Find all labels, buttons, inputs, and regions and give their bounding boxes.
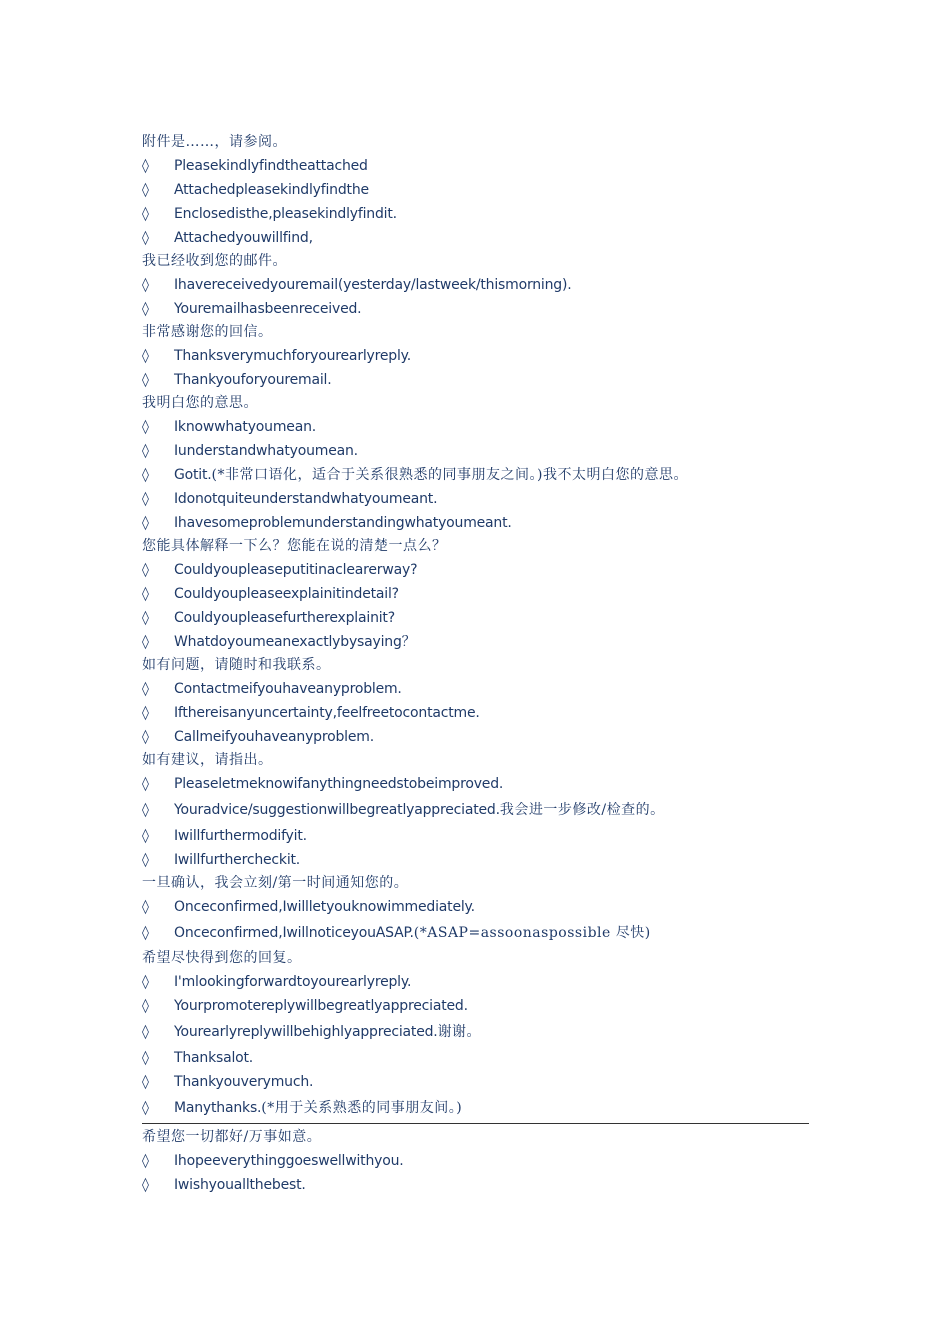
- list-item: [142, 415, 812, 439]
- phrase-text: Thanksverymuchforyourearlyreply.: [174, 348, 412, 364]
- list-item: [142, 487, 812, 511]
- section-heading: 附件是……，请参阅。: [142, 134, 287, 150]
- list-item: [142, 701, 812, 725]
- list-item: [142, 1070, 812, 1094]
- phrase-text: Thanksalot.: [174, 1050, 254, 1066]
- diamond-bullet-icon: ◊: [142, 1050, 149, 1066]
- phrase-text: Ifthereisanyuncertainty,feelfreetocontactme.: [174, 705, 480, 721]
- section-heading: 我明白您的意思。: [142, 395, 258, 411]
- horizontal-rule: [142, 1123, 809, 1124]
- phrase-note: (*ASAP=assoonaspossible 尽快): [413, 925, 651, 941]
- list-item: [142, 824, 812, 848]
- phrase-text: Couldyoupleaseputitinaclearerway?: [174, 562, 418, 578]
- diamond-bullet-icon: ◊: [142, 729, 149, 745]
- phrase-text: Thankyouforyouremail.: [174, 372, 332, 388]
- phrase-text: Youremailhasbeenreceived.: [174, 301, 362, 317]
- list-item: [142, 273, 812, 297]
- list-item: [142, 582, 812, 606]
- section-heading: 一旦确认，我会立刻/第一时间通知您的。: [142, 875, 409, 891]
- diamond-bullet-icon: ◊: [142, 348, 149, 364]
- phrase-text: Ihavesomeproblemunderstandingwhatyoumeant.: [174, 515, 512, 531]
- section-heading: 非常感谢您的回信。: [142, 324, 273, 340]
- diamond-bullet-icon: ◊: [142, 158, 149, 174]
- diamond-bullet-icon: ◊: [142, 681, 149, 697]
- list-item: [142, 848, 812, 872]
- diamond-bullet-icon: ◊: [142, 852, 149, 868]
- list-item: [142, 994, 812, 1018]
- diamond-bullet-icon: ◊: [142, 925, 149, 941]
- list-item: [142, 368, 812, 392]
- phrase-text: Whatdoyoumeanexactlybysaying？: [174, 634, 416, 650]
- diamond-bullet-icon: ◊: [142, 277, 149, 293]
- phrase-text: Enclosedisthe,pleasekindlyfindit.: [174, 206, 397, 222]
- phrase-note: 我会进一步修改/检查的。: [499, 802, 665, 818]
- list-item: [142, 297, 812, 321]
- list-item: [142, 919, 812, 947]
- list-item: [142, 1018, 812, 1046]
- diamond-bullet-icon: ◊: [142, 230, 149, 246]
- diamond-bullet-icon: ◊: [142, 562, 149, 578]
- list-item: [142, 606, 812, 630]
- list-item: [142, 202, 812, 226]
- diamond-bullet-icon: ◊: [142, 899, 149, 915]
- phrase-text: Iunderstandwhatyoumean.: [174, 443, 358, 459]
- phrase-note: 谢谢。: [437, 1024, 482, 1040]
- diamond-bullet-icon: ◊: [142, 828, 149, 844]
- phrase-text: Iwishyouallthebest.: [174, 1177, 306, 1193]
- phrase-text: I'mlookingforwardtoyourearlyreply.: [174, 974, 412, 990]
- phrase-text: Callmeifyouhaveanyproblem.: [174, 729, 374, 745]
- phrase-text: Ihopeeverythinggoeswellwithyou.: [174, 1153, 404, 1169]
- list-item: [142, 1046, 812, 1070]
- list-item: [142, 1173, 812, 1197]
- phrase-text: Couldyoupleaseexplainitindetail?: [174, 586, 399, 602]
- list-item: [142, 511, 812, 535]
- phrase-text: Onceconfirmed,Iwillletyouknowimmediately.: [174, 899, 475, 915]
- list-item: [142, 630, 812, 654]
- document-content: [142, 131, 812, 1197]
- section-heading: 如有建议，请指出。: [142, 752, 273, 768]
- phrase-text: Contactmeifyouhaveanyproblem.: [174, 681, 402, 697]
- phrase-text: Iwillfurthercheckit.: [174, 852, 301, 868]
- section-heading: 您能具体解释一下么？您能在说的清楚一点么？: [142, 538, 447, 554]
- diamond-bullet-icon: ◊: [142, 1177, 149, 1193]
- section-heading: 我已经收到您的邮件。: [142, 253, 287, 269]
- diamond-bullet-icon: ◊: [142, 974, 149, 990]
- diamond-bullet-icon: ◊: [142, 586, 149, 602]
- phrase-text: Manythanks.: [174, 1100, 262, 1116]
- list-item: [142, 1149, 812, 1173]
- phrase-text: Thankyouverymuch.: [174, 1074, 314, 1090]
- list-item: [142, 439, 812, 463]
- section-heading: 希望尽快得到您的回复。: [142, 950, 302, 966]
- phrase-text: Pleaseletmeknowifanythingneedstobeimproved.: [174, 776, 504, 792]
- list-item: [142, 558, 812, 582]
- section-heading: 希望您一切都好/万事如意。: [142, 1129, 322, 1145]
- phrase-text: Yourearlyreplywillbehighlyappreciated.: [174, 1024, 438, 1040]
- diamond-bullet-icon: ◊: [142, 802, 149, 818]
- diamond-bullet-icon: ◊: [142, 776, 149, 792]
- list-item: [142, 1094, 812, 1122]
- list-item: [142, 772, 812, 796]
- diamond-bullet-icon: ◊: [142, 705, 149, 721]
- list-item: [142, 970, 812, 994]
- diamond-bullet-icon: ◊: [142, 515, 149, 531]
- diamond-bullet-icon: ◊: [142, 634, 149, 650]
- list-item: [142, 463, 812, 487]
- phrase-note: (*非常口语化，适合于关系很熟悉的同事朋友之间。)我不太明白您的意思。: [211, 467, 688, 483]
- diamond-bullet-icon: ◊: [142, 301, 149, 317]
- diamond-bullet-icon: ◊: [142, 998, 149, 1014]
- phrase-text: Yourpromotereplywillbegreatlyappreciated.: [174, 998, 468, 1014]
- diamond-bullet-icon: ◊: [142, 467, 149, 483]
- phrase-text: Iknowwhatyoumean.: [174, 419, 316, 435]
- diamond-bullet-icon: ◊: [142, 182, 149, 198]
- diamond-bullet-icon: ◊: [142, 491, 149, 507]
- phrase-text: Idonotquiteunderstandwhatyoumeant.: [174, 491, 438, 507]
- diamond-bullet-icon: ◊: [142, 1100, 149, 1116]
- phrase-text: Iwillfurthermodifyit.: [174, 828, 307, 844]
- phrase-text: Gotit.: [174, 467, 212, 483]
- phrase-text: Pleasekindlyfindtheattached: [174, 158, 368, 174]
- list-item: [142, 344, 812, 368]
- phrase-text: Youradvice/suggestionwillbegreatlyappreciated.: [174, 802, 500, 818]
- diamond-bullet-icon: ◊: [142, 1153, 149, 1169]
- list-item: [142, 154, 812, 178]
- phrase-text: Attachedpleasekindlyfindthe: [174, 182, 369, 198]
- list-item: [142, 796, 812, 824]
- diamond-bullet-icon: ◊: [142, 372, 149, 388]
- section-heading: 如有问题，请随时和我联系。: [142, 657, 331, 673]
- diamond-bullet-icon: ◊: [142, 1024, 149, 1040]
- phrase-text: Couldyoupleasefurtherexplainit?: [174, 610, 395, 626]
- diamond-bullet-icon: ◊: [142, 443, 149, 459]
- diamond-bullet-icon: ◊: [142, 1074, 149, 1090]
- phrase-note: (*用于关系熟悉的同事朋友间。): [261, 1100, 463, 1116]
- phrase-text: Attachedyouwillfind,: [174, 230, 313, 246]
- list-item: [142, 895, 812, 919]
- diamond-bullet-icon: ◊: [142, 419, 149, 435]
- list-item: [142, 677, 812, 701]
- diamond-bullet-icon: ◊: [142, 206, 149, 222]
- diamond-bullet-icon: ◊: [142, 610, 149, 626]
- list-item: [142, 226, 812, 250]
- phrase-text: Onceconfirmed,IwillnoticeyouASAP.: [174, 925, 414, 941]
- list-item: [142, 725, 812, 749]
- list-item: [142, 178, 812, 202]
- phrase-text: Ihavereceivedyouremail(yesterday/lastweek/thismorning).: [174, 277, 572, 293]
